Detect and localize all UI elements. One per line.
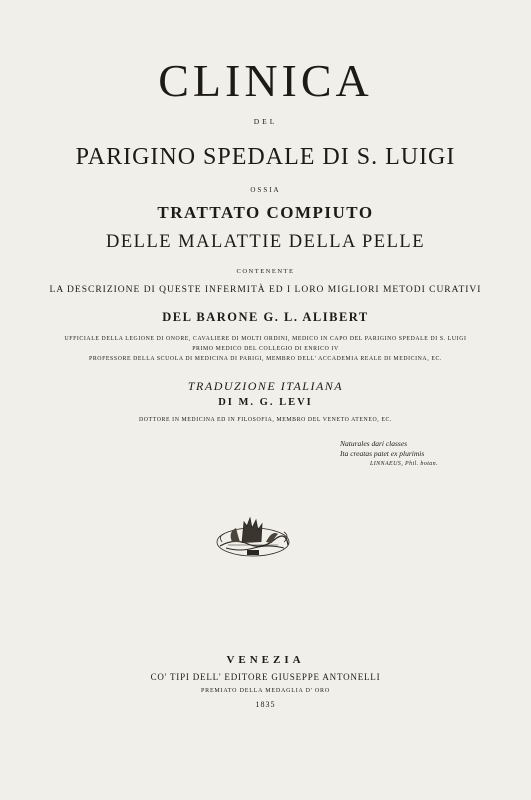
engraved-vignette xyxy=(214,512,292,564)
connector-ossia: OSSIA xyxy=(250,186,281,194)
book-title: CLINICA xyxy=(158,55,373,106)
epigraph-citation xyxy=(340,459,438,469)
author-title-1: UFFICIALE DELLA LEGIONE DI ONORE, CAVALIERE DI MOLTI ORDINI, MEDICO IN CAPO DEL PARIGINO SPEDALE DI S. LUIGI xyxy=(64,336,467,342)
connector-del: DEL xyxy=(253,117,278,126)
epigraph-line-1: Naturales dari classes xyxy=(340,439,408,448)
author-name: DEL BARONE G. L. ALIBERT xyxy=(162,310,369,324)
translation-label: TRADUZIONE ITALIANA xyxy=(187,379,344,393)
epigraph-author: LINNAEUS, xyxy=(370,461,404,467)
epigraph xyxy=(340,439,438,469)
author-title-2: PRIMO MEDICO DEL COLLEGIO DI ENRICO IV xyxy=(192,346,339,352)
hospital-name: PARIGINO SPEDALE DI S. LUIGI xyxy=(75,144,456,170)
connector-contenente: CONTENENTE xyxy=(236,268,295,275)
author-title-3: PROFESSORE DELLA SCUOLA DI MEDICINA DI PARIGI, MEMBRO DELL' ACCADEMIA REALE DI MEDICINA, EC. xyxy=(89,356,442,362)
description-line: LA DESCRIZIONE DI QUESTE INFERMITÀ ED I LORO MIGLIORI METODI CURATIVI xyxy=(49,285,482,295)
imprint-publisher: CO' TIPI DELL' EDITORE GIUSEPPE ANTONELLI xyxy=(150,672,381,682)
translator-name: DI M. G. LEVI xyxy=(218,397,313,408)
imprint-year: 1835 xyxy=(255,700,276,709)
translator-titles: DOTTORE IN MEDICINA ED IN FILOSOFIA, MEMBRO DEL VENETO ATENEO, EC. xyxy=(138,417,393,423)
epigraph-line-2: Ita creatas patet ex plurimis xyxy=(340,449,425,458)
epigraph-work: Phil. botan. xyxy=(405,461,438,467)
imprint-award: PREMIATO DELLA MEDAGLIA D' ORO xyxy=(201,688,330,694)
imprint-city: VENEZIA xyxy=(226,654,305,666)
subtitle-line-1: TRATTATO COMPIUTO xyxy=(157,203,374,222)
subtitle-line-2: DELLE MALATTIE DELLA PELLE xyxy=(105,232,425,252)
